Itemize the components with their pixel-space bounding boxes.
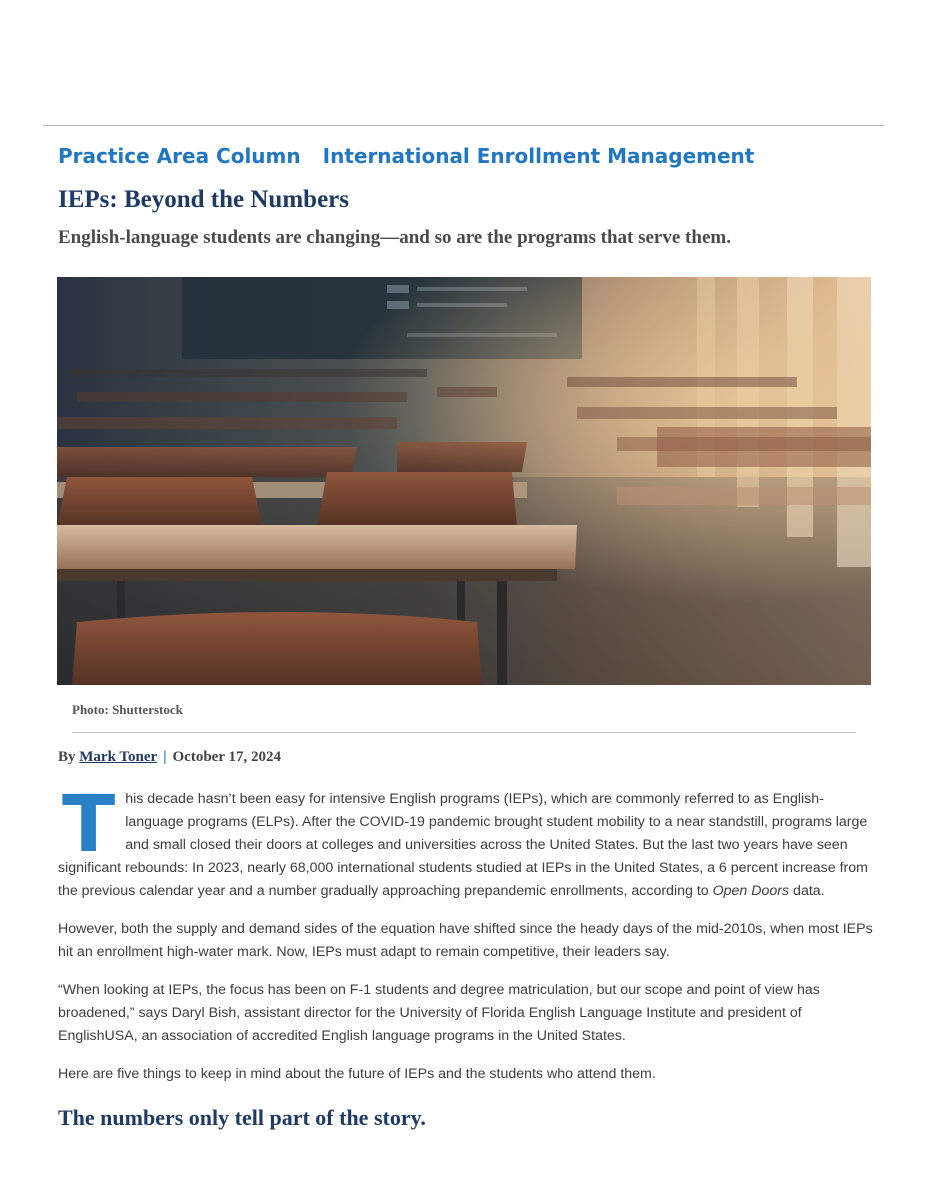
caption-divider	[72, 732, 856, 733]
open-doors-citation: Open Doors	[712, 883, 790, 899]
top-divider	[43, 125, 884, 126]
byline-prefix: By	[58, 749, 76, 765]
drop-cap: T	[62, 780, 116, 870]
section-heading: The numbers only tell part of the story.	[58, 1105, 426, 1130]
author-link[interactable]: Mark Toner	[79, 749, 158, 765]
byline-separator: |	[163, 749, 167, 765]
paragraph-1-end: data.	[789, 883, 825, 899]
article-body	[58, 780, 874, 1130]
paragraph-1-text: his decade hasn’t been easy for intensive English programs (IEPs), which are commonly referred to as English-language programs (ELPs). After the COVID-19 pandemic brought student mobility to a near standstill, programs large and small closed their doors at colleges and universities across the United States. But the last two years have seen significant rebounds: In 2023, nearly 68,000 international students studied at IEPs in the United States, a 6 percent increase from the previous calendar year and a number gradually approaching prepandemic enrollments, according to	[58, 791, 868, 899]
paragraph-3: “When looking at IEPs, the focus has been on F-1 students and degree matriculation, but our scope and point of view has broadened,” says Daryl Bish, assistant director for the University of Florida English Language Institute and president of EnglishUSA, an association of accredited English language programs in the United States.	[58, 982, 820, 1044]
publish-date: October 17, 2024	[172, 749, 281, 765]
classroom-illustration	[57, 277, 871, 685]
byline	[58, 749, 281, 766]
paragraph-1	[58, 780, 874, 903]
paragraph-2: However, both the supply and demand sides of the equation have shifted since the heady days of the mid-2010s, when most IEPs hit an enrollment high-water mark. Now, IEPs must adapt to remain competitive, their leaders say.	[58, 921, 873, 960]
photo-credit: Photo: Shutterstock	[72, 702, 183, 717]
article-title: IEPs: Beyond the Numbers	[58, 186, 349, 213]
paragraph-4: Here are five things to keep in mind about the future of IEPs and the students who attend them.	[58, 1066, 656, 1082]
hero-photo-empty-classroom	[57, 277, 871, 685]
category-international-enrollment-management[interactable]: International Enrollment Management	[322, 144, 755, 168]
article-subtitle: English-language students are changing—and so are the programs that serve them.	[58, 227, 731, 248]
category-practice-area-column[interactable]: Practice Area Column	[58, 144, 301, 168]
category-links	[58, 144, 754, 168]
